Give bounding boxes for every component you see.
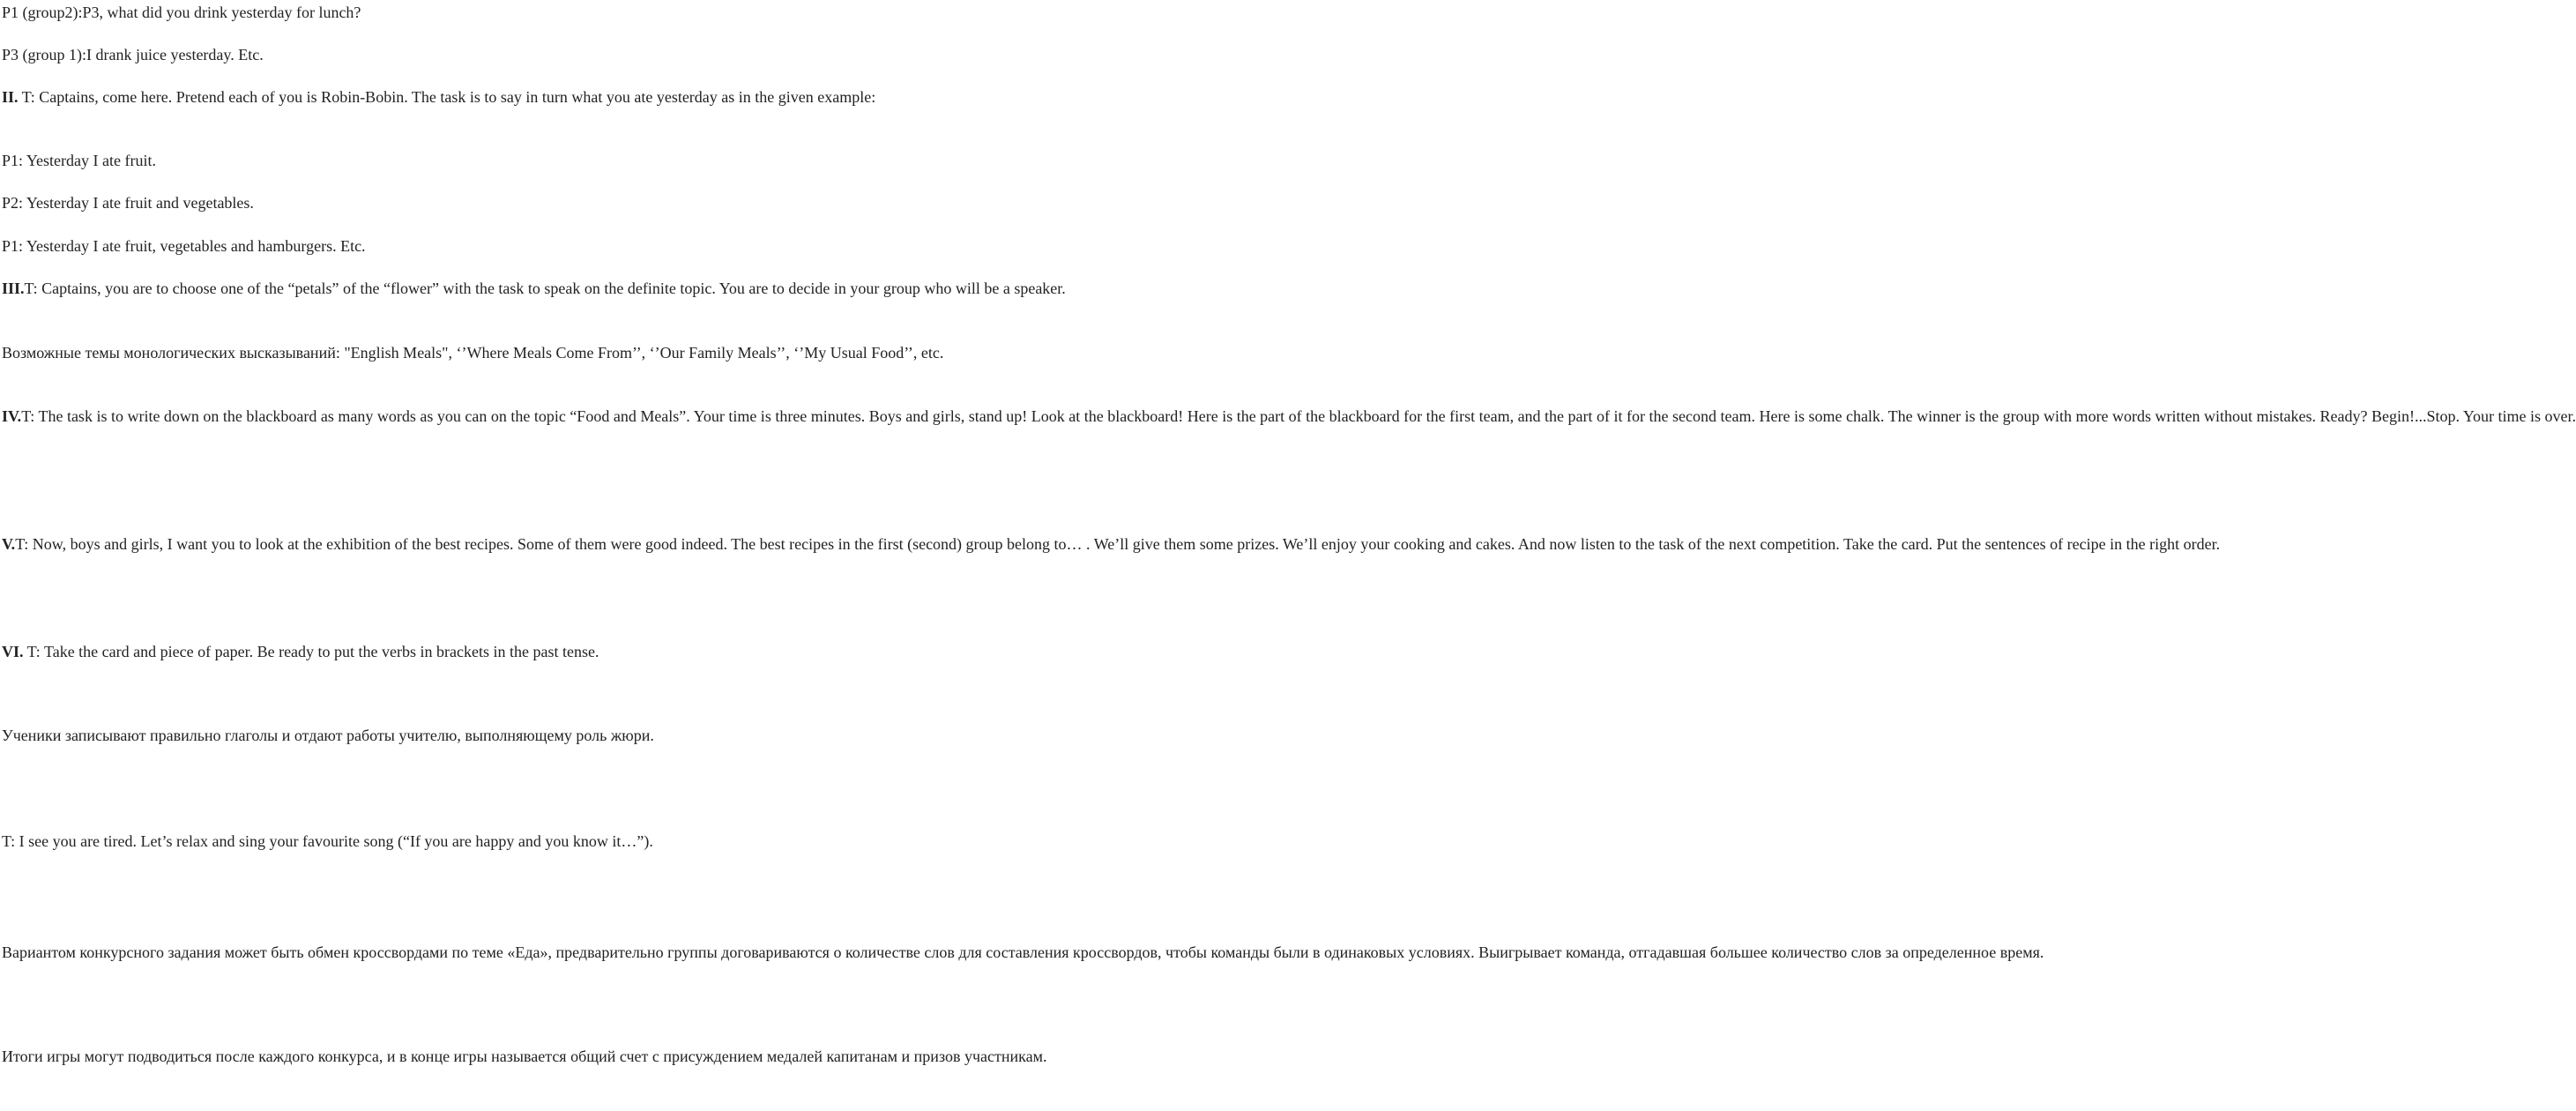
text-line: Итоги игры могут подводиться после каждого конкурса, и в конце игры называется общий [2, 1048, 616, 1065]
example-line-2 [2, 192, 718, 213]
text-span: T: The task is to write down on the blackboard as many words as you can on the topic “Food [21, 407, 610, 425]
section-v-paragraph [2, 533, 2221, 555]
text-line: From’’, ‘’Our Family Meals’’, ‘’My Usual Food’’, etc. [597, 344, 944, 362]
text-line [2, 643, 599, 660]
section-ii-paragraph [2, 86, 876, 108]
topics-paragraph [2, 342, 944, 363]
students-note-paragraph [2, 725, 718, 746]
text-line: P1 (group2):P3, what did you drink yesterday for lunch? [2, 4, 361, 21]
text-line: were good indeed. The best recipes in the first (second) group belong to… . We’ll give them [610, 535, 1196, 553]
section-iii-paragraph [2, 278, 1066, 299]
text-line: it…”). [612, 832, 653, 850]
text-line: Возможные темы монологических высказываний: "English Meals", ‘’Where Meals Come [2, 344, 594, 362]
text-span: T: Now, boys and girls, I want you to look at the exhibition of the best recipes. Some of them [15, 535, 607, 553]
text-span: T: Captains, come here. Pretend each of you is Robin-Bobin. The task is to say in turn what [18, 88, 603, 106]
example-line-1 [2, 150, 718, 171]
text-line: some chalk. The winner is the group with more words written without mistakes. Ready? [1808, 407, 2368, 425]
results-paragraph [2, 1046, 1047, 1067]
text-line: P3 (group 1):I drank juice yesterday. Etc. [2, 46, 264, 63]
text-line: P2: Yesterday I ate fruit and vegetables. [2, 194, 254, 212]
paragraph-p3-answer [2, 44, 718, 65]
text-line [2, 280, 600, 297]
text-line: competition. Take the card. Put the sentences of recipe in the right order. [1760, 535, 2221, 553]
song-paragraph [2, 831, 718, 852]
section-number: II. [2, 88, 19, 106]
text-line: чтобы команды были в одинаковых условиях. Выигрывает команда, отгадавшая большее [1165, 943, 1768, 961]
text-span: T: Captains, you are to choose one of the “petals” of the “flower” with the task to speak on [24, 280, 600, 297]
text-span: T: Take the card and piece of paper. Be ready to put the verbs in brackets in the past tense. [23, 643, 599, 660]
text-line: the definite topic. You are to decide in your group who will be a speaker. [604, 280, 1066, 297]
text-line: is the part of the blackboard for the first team, and the part of it for the second team. Here is [1222, 407, 1805, 425]
section-iv-paragraph [2, 406, 2576, 427]
text-line: жюри. [610, 727, 654, 744]
text-line: счет с присуждением медалей капитанам и призов участникам. [619, 1048, 1047, 1065]
text-line: предварительно группы договариваются о количестве слов для составления кроссвордов, [555, 943, 1162, 961]
text-line: Вариантом конкурсного задания может быть обмен кроссвордами по теме «Еда», [2, 943, 553, 961]
section-number: IV. [2, 407, 22, 425]
text-line: and Meals”. Your time is three minutes. Boys and girls, stand up! Look at the blackboard! Here [613, 407, 1218, 425]
text-line [2, 535, 607, 553]
crossword-paragraph [2, 942, 2044, 963]
text-line [2, 88, 602, 106]
text-line: you ate yesterday as in the given example: [606, 88, 876, 106]
paragraph-p1-question [2, 2, 718, 23]
example-line-3 [2, 235, 718, 257]
section-number: V. [2, 535, 16, 553]
section-number: III. [2, 280, 25, 297]
text-line: Begin!...Stop. Your time is over. [2371, 407, 2576, 425]
text-line: some prizes. We’ll enjoy your cooking and cakes. And now listen to the task of the next [1199, 535, 1756, 553]
text-line: количество слов за определенное время. [1771, 943, 2044, 961]
section-vi-paragraph [2, 641, 718, 662]
text-line [2, 407, 609, 425]
text-line: T: I see you are tired. Let’s relax and sing your favourite song (“If you are happy and you know [2, 832, 608, 850]
text-line: P1: Yesterday I ate fruit. [2, 152, 156, 169]
section-number: VI. [2, 643, 24, 660]
text-line: Ученики записывают правильно глаголы и отдают работы учителю, выполняющему роль [2, 727, 607, 744]
text-line: P1: Yesterday I ate fruit, vegetables and hamburgers. Etc. [2, 237, 366, 255]
